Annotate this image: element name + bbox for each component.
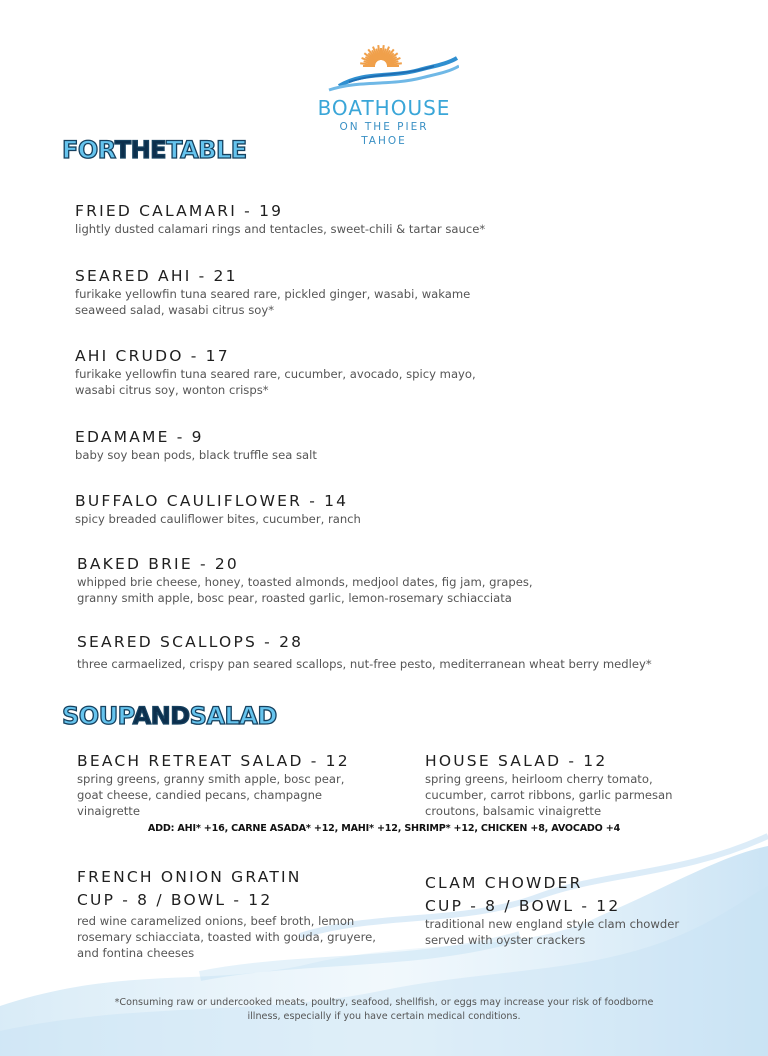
item-name: BAKED BRIE - 20 (77, 555, 239, 573)
title-part: TABLE (166, 136, 247, 164)
item-description: traditional new england style clam chowder served with oyster crackers (425, 917, 680, 947)
item-description: furikake yellowfin tuna seared rare, cucumber, avocado, spicy mayo, wasabi citrus soy, wonton crisps* (75, 367, 476, 397)
item-name: FRIED CALAMARI - 19 (75, 202, 284, 220)
menu-item-beach-retreat-salad (77, 751, 367, 819)
item-name: CLAM CHOWDER (425, 874, 583, 892)
item-description: red wine caramelized onions, beef broth, lemon rosemary schiacciata, toasted with gouda, gruyere, and fontina cheeses (77, 914, 376, 960)
logo-line3: TAHOE (361, 135, 407, 147)
title-part: FOR (62, 136, 115, 164)
item-name: BEACH RETREAT SALAD - 12 (77, 752, 350, 770)
salad-addons: ADD: AHI* +16, CARNE ASADA* +12, MAHI* +12, SHRIMP* +12, CHICKEN +8, AVOCADO +4 (147, 823, 621, 834)
menu-item-french-onion-gratin (77, 867, 377, 961)
menu-item-edamame (75, 427, 495, 463)
menu-item-fried-calamari (75, 201, 675, 237)
item-name: AHI CRUDO - 17 (75, 347, 230, 365)
item-description: spring greens, heirloom cherry tomato, cucumber, carrot ribbons, garlic parmesan croutons, balsamic vinaigrette (425, 772, 673, 818)
food-safety-disclaimer: *Consuming raw or undercooked meats, poultry, seafood, shellfish, or eggs may increase your risk of foodborne illness, especially if you have certain medical conditions. (114, 997, 654, 1022)
item-description: whipped brie cheese, honey, toasted almonds, medjool dates, fig jam, grapes, granny smith apple, bosc pear, roasted garlic, lemon-rosemary schiacciata (77, 575, 533, 605)
item-price: CUP - 8 / BOWL - 12 (425, 897, 621, 915)
item-name: EDAMAME - 9 (75, 428, 204, 446)
sun-wave-logo-icon (309, 36, 459, 92)
item-description: baby soy bean pods, black truffle sea salt (75, 448, 317, 462)
menu-item-baked-brie (77, 554, 547, 606)
title-part: SOUP (62, 702, 133, 730)
title-part: SALAD (189, 702, 277, 730)
logo-line2: ON THE PIER (339, 121, 429, 133)
item-name: SEARED AHI - 21 (75, 267, 238, 285)
item-name: HOUSE SALAD - 12 (425, 752, 608, 770)
item-price: CUP - 8 / BOWL - 12 (77, 891, 273, 909)
item-description: three carmaelized, crispy pan seared scallops, nut-free pesto, mediterranean wheat berry medley* (77, 657, 652, 671)
item-description: spring greens, granny smith apple, bosc pear, goat cheese, candied pecans, champagne vinaigrette (77, 772, 345, 818)
menu-item-buffalo-cauliflower (75, 491, 495, 527)
menu-item-seared-scallops (77, 632, 717, 672)
item-description: spicy breaded cauliflower bites, cucumber, ranch (75, 512, 361, 526)
menu-item-ahi-crudo (75, 346, 495, 398)
title-part: THE (114, 136, 167, 164)
boathouse-logo (300, 36, 468, 148)
item-description: lightly dusted calamari rings and tentacles, sweet-chili & tartar sauce* (75, 222, 486, 236)
item-name: FRENCH ONION GRATIN (77, 868, 302, 886)
menu-item-seared-ahi (75, 266, 495, 318)
menu-item-house-salad (425, 751, 715, 819)
title-part: AND (132, 702, 190, 730)
logo-name-house: HOUSE (374, 96, 451, 120)
item-name: BUFFALO CAULIFLOWER - 14 (75, 492, 349, 510)
item-name: SEARED SCALLOPS - 28 (77, 633, 304, 651)
logo-name-boat: BOAT (317, 96, 375, 120)
section-title-soup-and-salad (62, 702, 277, 730)
logo-name (300, 96, 468, 120)
section-title-for-the-table (62, 136, 247, 164)
item-description: furikake yellowfin tuna seared rare, pickled ginger, wasabi, wakame seaweed salad, wasabi citrus soy* (75, 287, 471, 317)
menu-item-clam-chowder (425, 873, 715, 948)
